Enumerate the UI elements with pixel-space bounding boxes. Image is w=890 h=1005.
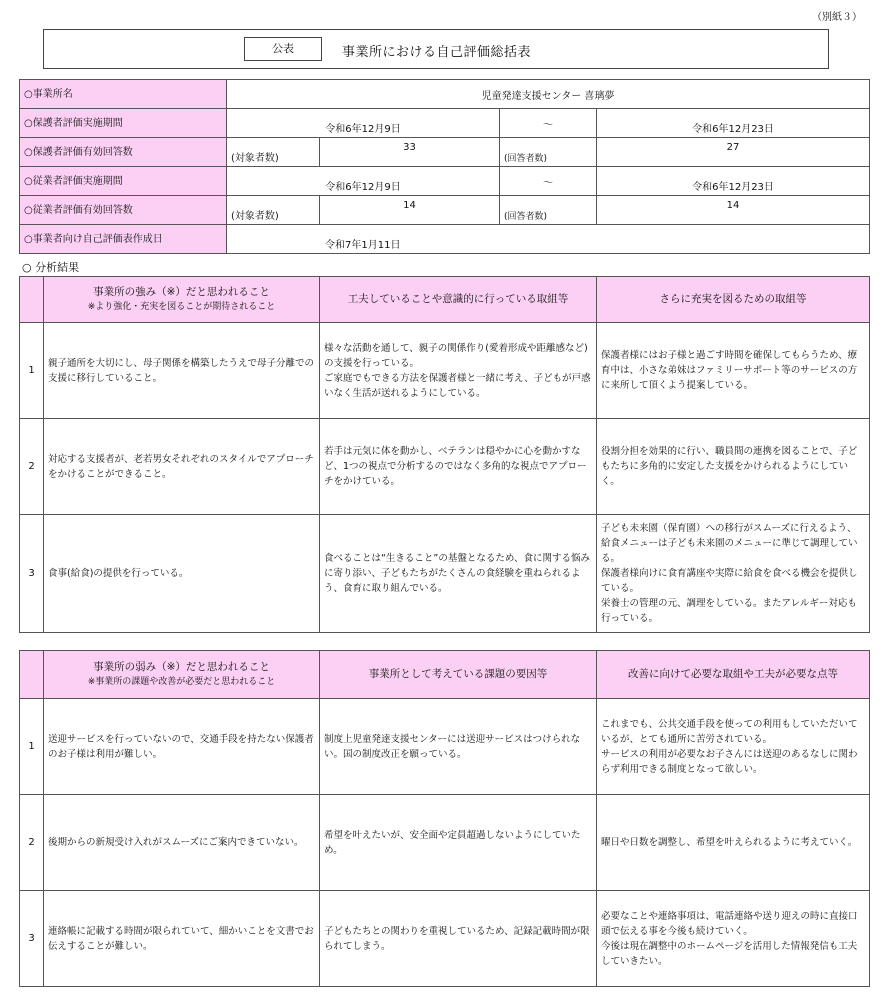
table-row <box>20 699 870 795</box>
appendix-label: （別紙３） <box>812 12 862 23</box>
table-row <box>20 515 870 633</box>
weaknesses-improve-header: 改善に向けて必要な取組や工夫が必要な点等 <box>597 651 870 699</box>
staff-period-row <box>20 167 870 196</box>
weaknesses-num-header <box>20 651 44 699</box>
row-number: 1 <box>20 699 44 795</box>
strength-text: 親子通所を大切にし、母子関係を構築したうえで母子分離での支援に移行していること。 <box>44 323 320 419</box>
staff-responses-label: ○従業者評価有効回答数 <box>20 196 227 225</box>
improve-text: これまでも、公共交通手段を使っての利用もしていただいているが、とても通所に苦労されている。 サービスの利用が必要なお子さんには送迎のあるなしに関わらず利用できる制度となって欲しい。 <box>597 699 870 795</box>
staff-period-start: 令和6年12月9日 <box>227 167 500 196</box>
guardian-respondent-count-label: (回答者数) <box>500 138 597 167</box>
improve-text: 保護者様にはお子様と過ごす時間を確保してもらうため、療育中は、小さな弟妹はファミリーサポート等のサービスの方に来所して頂くよう提案している。 <box>597 323 870 419</box>
table-row <box>20 795 870 891</box>
improve-text: 曜日や日数を調整し、希望を叶えられるように考えていく。 <box>597 795 870 891</box>
cause-text: 制度上児童発達支援センターには送迎サービスはつけられない。国の制度改正を願っている。 <box>320 699 597 795</box>
strength-text: 食事(給食)の提供を行っている。 <box>44 515 320 633</box>
staff-respondent-count-label: (回答者数) <box>500 196 597 225</box>
strengths-improve-header: さらに充実を図るための取組等 <box>597 277 870 323</box>
self-eval-date-row <box>20 225 870 254</box>
guardian-respondent-count: 27 <box>597 138 870 167</box>
office-name-value: 児童発達支援センター 喜璃夢 <box>227 80 870 109</box>
strengths-num-header <box>20 277 44 323</box>
strengths-header <box>44 277 320 323</box>
guardian-target-count: 33 <box>320 138 500 167</box>
weaknesses-header-row <box>20 651 870 699</box>
title-box <box>43 29 829 69</box>
row-number: 2 <box>20 795 44 891</box>
staff-target-count: 14 <box>320 196 500 225</box>
staff-respondent-count: 14 <box>597 196 870 225</box>
guardian-responses-label: ○保護者評価有効回答数 <box>20 138 227 167</box>
office-name-row <box>20 80 870 109</box>
staff-period-label: ○従業者評価実施期間 <box>20 167 227 196</box>
guardian-responses-row <box>20 138 870 167</box>
self-eval-date-label: ○事業者向け自己評価表作成日 <box>20 225 227 254</box>
table-row <box>20 891 870 987</box>
guardian-period-label: ○保護者評価実施期間 <box>20 109 227 138</box>
guardian-period-separator: ～ <box>500 109 597 138</box>
self-eval-date-value: 令和7年1月11日 <box>227 225 870 254</box>
strengths-header-main: 事業所の強み（※）だと思われること <box>93 285 270 298</box>
public-label: 公表 <box>244 37 322 61</box>
info-table <box>19 79 870 254</box>
staff-period-separator: ～ <box>500 167 597 196</box>
guardian-period-end: 令和6年12月23日 <box>597 109 870 138</box>
guardian-period-row <box>20 109 870 138</box>
strengths-table <box>19 276 870 633</box>
cause-text: 希望を叶えたいが、安全面や定員超過しないようにしていため。 <box>320 795 597 891</box>
effort-text: 若手は元気に体を動かし、ベテランは穏やかに心を動かすなど、1つの視点で分析するのではなく多角的な視点でアプローチをかけている。 <box>320 419 597 515</box>
table-row <box>20 323 870 419</box>
effort-text: 食べることは“生きること”の基盤となるため、食に関する悩みに寄り添い、子どもたちがたくさんの食経験を重ねられるよう、食育に取り組んでいる。 <box>320 515 597 633</box>
guardian-target-count-label: (対象者数) <box>227 138 320 167</box>
row-number: 3 <box>20 891 44 987</box>
effort-text: 様々な活動を通して、親子の関係作り(愛着形成や距離感など)の支援を行っている。 ご家庭でもできる方法を保護者様と一緒に考え、子どもが戸惑いなく生活が送れるようにしている。 <box>320 323 597 419</box>
row-number: 3 <box>20 515 44 633</box>
weakness-text: 送迎サービスを行っていないので、交通手段を持たない保護者のお子様は利用が難しい。 <box>44 699 320 795</box>
strengths-header-row <box>20 277 870 323</box>
weakness-text: 連絡帳に記載する時間が限られていて、細かいことを文書でお伝えすることが難しい。 <box>44 891 320 987</box>
page-title: 事業所における自己評価総括表 <box>342 45 532 60</box>
table-row <box>20 419 870 515</box>
analysis-results-label: ○ 分析結果 <box>22 261 80 274</box>
weaknesses-cause-header: 事業所として考えている課題の要因等 <box>320 651 597 699</box>
row-number: 2 <box>20 419 44 515</box>
row-number: 1 <box>20 323 44 419</box>
cause-text: 子どもたちとの関わりを重視しているため、記録記載時間が限られてしまう。 <box>320 891 597 987</box>
office-name-label: ○事業所名 <box>20 80 227 109</box>
improve-text: 子ども未来園（保育園）への移行がスムーズに行えるよう、給食メニューは子ども未来園のメニューに準じて調理している。 保護者様向けに食育講座や実際に給食を食べる機会を提供している。 栄養士の管理の元、調理をしている。またアレルギー対応も行っている。 <box>597 515 870 633</box>
improve-text: 役割分担を効果的に行い、職員間の連携を図ることで、子どもたちに多角的に安定した支援をかけられるようにしていく。 <box>597 419 870 515</box>
weaknesses-header <box>44 651 320 699</box>
weaknesses-header-main: 事業所の弱み（※）だと思われること <box>93 660 270 673</box>
weakness-text: 後期からの新規受け入れがスムーズにご案内できていない。 <box>44 795 320 891</box>
weaknesses-header-sub: ※事業所の課題や改善が必要だと思われること <box>87 676 276 687</box>
strengths-effort-header: 工夫していることや意識的に行っている取組等 <box>320 277 597 323</box>
improve-text: 必要なことや連絡事項は、電話連絡や送り迎えの時に直接口頭で伝える事を今後も続けていく。 今後は現在調整中のホームページを活用した情報発信も工夫していきたい。 <box>597 891 870 987</box>
staff-responses-row <box>20 196 870 225</box>
strengths-header-sub: ※より強化・充実を図ることが期待されること <box>87 301 276 312</box>
strength-text: 対応する支援者が、老若男女それぞれのスタイルでアプローチをかけることができること。 <box>44 419 320 515</box>
staff-period-end: 令和6年12月23日 <box>597 167 870 196</box>
guardian-period-start: 令和6年12月9日 <box>227 109 500 138</box>
weaknesses-table <box>19 650 870 987</box>
staff-target-count-label: (対象者数) <box>227 196 320 225</box>
